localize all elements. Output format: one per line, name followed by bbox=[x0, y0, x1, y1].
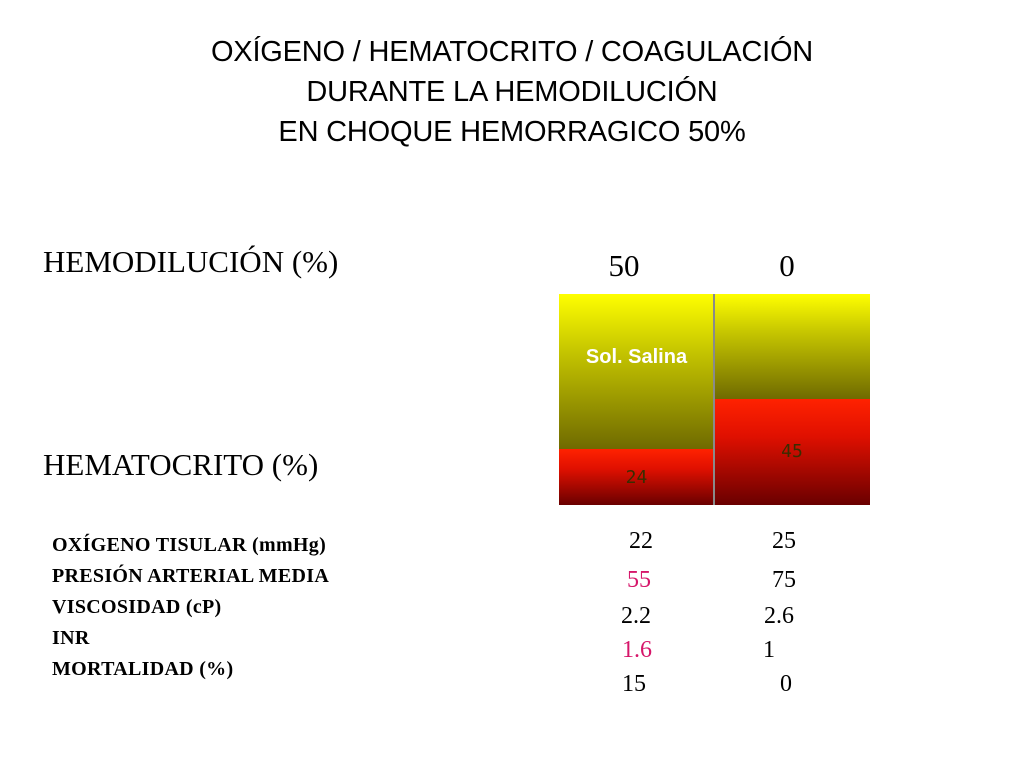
chart-title bbox=[0, 32, 1024, 152]
title-line-2: DURANTE LA HEMODILUCIÓN bbox=[306, 76, 718, 108]
stat-value-pressure-0: 75 bbox=[772, 567, 796, 593]
stat-value-mortality-50: 15 bbox=[622, 671, 646, 697]
hematocrit-value-label-50: 24 bbox=[625, 467, 648, 488]
stat-value-inr-0: 1 bbox=[763, 637, 775, 663]
stat-value-pressure-50: 55 bbox=[627, 567, 651, 593]
stat-value-mortality-0: 0 bbox=[780, 671, 792, 697]
stats-label-list bbox=[52, 530, 329, 685]
stat-label-pressure: PRESIÓN ARTERIAL MEDIA bbox=[52, 565, 330, 587]
hemodilution-label: HEMODILUCIÓN (%) bbox=[43, 244, 339, 279]
stat-label-mortality: MORTALIDAD (%) bbox=[52, 658, 234, 680]
title-line-1: OXÍGENO / HEMATOCRITO / COAGULACIÓN bbox=[210, 36, 814, 68]
bar-saline-50 bbox=[559, 294, 714, 449]
title-line-3: EN CHOQUE HEMORRAGICO 50% bbox=[278, 116, 746, 148]
stat-label-oxygen: OXÍGENO TISULAR (mmHg) bbox=[52, 534, 327, 556]
category-label-0: 0 bbox=[779, 248, 795, 283]
stat-value-viscosity-0: 2.6 bbox=[764, 603, 794, 629]
stat-value-inr-50: 1.6 bbox=[622, 637, 652, 663]
stat-value-viscosity-50: 2.2 bbox=[621, 603, 651, 629]
stat-value-oxygen-0: 25 bbox=[772, 528, 796, 554]
hematocrit-label: HEMATOCRITO (%) bbox=[43, 447, 319, 482]
saline-segment-label: Sol. Salina bbox=[585, 346, 688, 368]
stat-value-oxygen-50: 22 bbox=[629, 528, 653, 554]
stat-label-viscosity: VISCOSIDAD (cP) bbox=[52, 596, 222, 618]
category-label-50: 50 bbox=[608, 248, 640, 283]
stat-label-inr: INR bbox=[52, 627, 90, 649]
hematocrit-value-label-0: 45 bbox=[781, 441, 803, 462]
bar-plasma-0 bbox=[714, 294, 870, 399]
stacked-bar-chart bbox=[559, 294, 870, 505]
